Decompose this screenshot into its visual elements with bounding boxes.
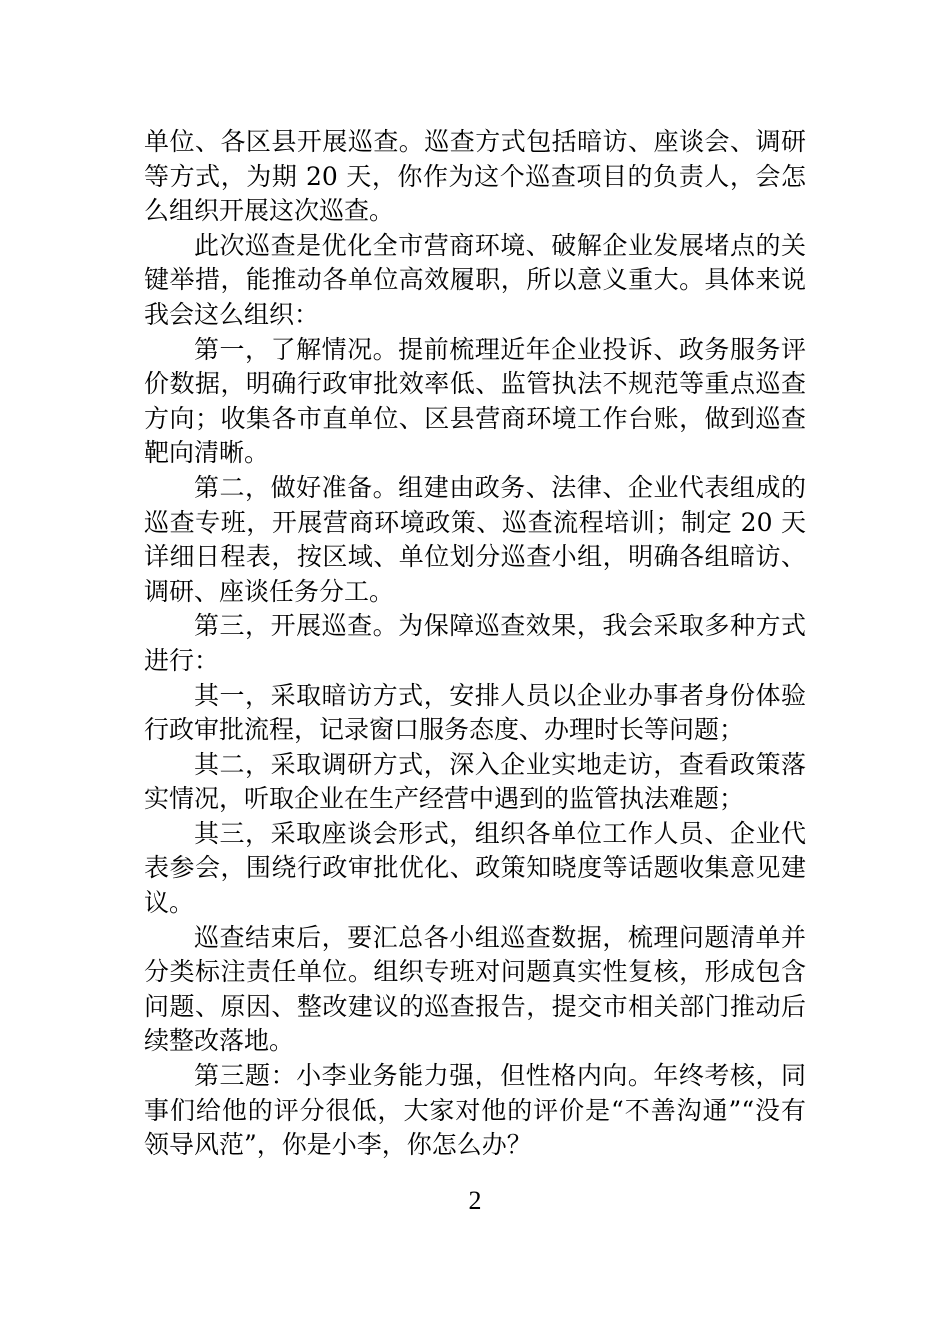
paragraph-8: 其三，采取座谈会形式，组织各单位工作人员、企业代表参会，围绕行政审批优化、政策知晓度等话题收集意见建议。: [144, 818, 806, 918]
page-number: 2: [468, 1186, 482, 1215]
paragraph-1: 单位、各区县开展巡查。巡查方式包括暗访、座谈会、调研等方式，为期 20 天，你作为这个巡查项目的负责人，会怎么组织开展这次巡查。: [144, 127, 806, 226]
paragraph-10: 第三题：小李业务能力强，但性格内向。年终考核，同事们给他的评分很低，大家对他的评价是“不善沟通”“没有领导风范”，你是小李，你怎么办？: [144, 1061, 806, 1160]
document-body: [144, 125, 806, 1163]
paragraph-4: 第二，做好准备。组建由政务、法律、企业代表组成的巡查专班，开展营商环境政策、巡查流程培训；制定 20 天详细日程表，按区域、单位划分巡查小组，明确各组暗访、调研、座谈任务分工。: [144, 472, 806, 606]
paragraph-9: 巡查结束后，要汇总各小组巡查数据，梳理问题清单并分类标注责任单位。组织专班对问题真实性复核，形成包含问题、原因、整改建议的巡查报告，提交市相关部门推动后续整改落地。: [144, 922, 806, 1056]
paragraph-5: 第三，开展巡查。为保障巡查效果，我会采取多种方式进行：: [144, 611, 806, 675]
paragraph-2: 此次巡查是优化全市营商环境、破解企业发展堵点的关键举措，能推动各单位高效履职，所以意义重大。具体来说我会这么组织：: [144, 230, 806, 329]
paragraph-3: 第一，了解情况。提前梳理近年企业投诉、政务服务评价数据，明确行政审批效率低、监管执法不规范等重点巡查方向；收集各市直单位、区县营商环境工作台账，做到巡查靶向清晰。: [144, 334, 806, 468]
paragraph-6: 其一，采取暗访方式，安排人员以企业办事者身份体验行政审批流程，记录窗口服务态度、办理时长等问题；: [144, 680, 806, 745]
paragraph-7: 其二，采取调研方式，深入企业实地走访，查看政策落实情况，听取企业在生产经营中遇到的监管执法难题；: [144, 749, 806, 814]
